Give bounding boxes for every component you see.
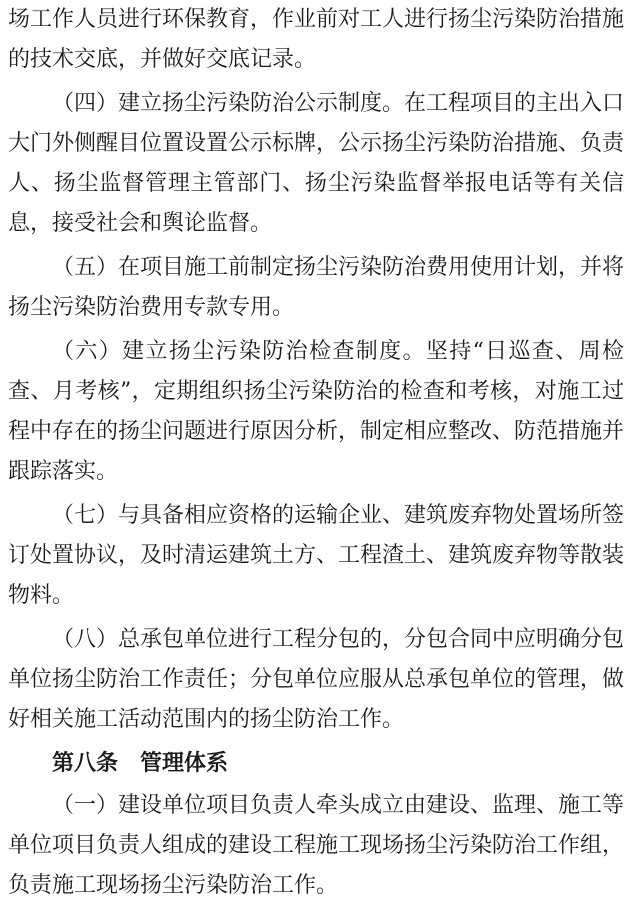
paragraph-item-4: （四）建立扬尘污染防治公示制度。在工程项目的主出入口大门外侧醒目位置设置公示标牌，公示扬尘污染防治措施、负责人、扬尘监督管理主管部门、扬尘污染监督举报电话等有关信息，接受社会和舆论监督。 bbox=[8, 91, 625, 236]
paragraph-continuation: 场工作人员进行环保教育，作业前对工人进行扬尘污染防治措施的技术交底，并做好交底记录。 bbox=[8, 7, 625, 72]
article-heading: 第八条 管理体系 bbox=[52, 751, 229, 776]
paragraph-article8-item-1: （一）建设单位项目负责人牵头成立由建设、监理、施工等单位项目负责人组成的建设工程施工现场扬尘污染防治工作组，负责施工现场扬尘污染防治工作。 bbox=[8, 793, 625, 898]
paragraph-item-5: （五）在项目施工前制定扬尘污染防治费用使用计划，并将扬尘污染防治费用专款专用。 bbox=[8, 255, 625, 320]
paragraph-item-6: （六）建立扬尘污染防治检查制度。坚持“日巡查、周检查、月考核”，定期组织扬尘污染防治的检查和考核，对施工过程中存在的扬尘问题进行原因分析，制定相应整改、防范措施并跟踪落实。 bbox=[8, 339, 625, 484]
paragraph-item-7: （七）与具备相应资格的运输企业、建筑废弃物处置场所签订处置协议，及时清运建筑土方、工程渣土、建筑废弃物等散装物料。 bbox=[8, 503, 625, 608]
paragraph-item-8: （八）总承包单位进行工程分包的，分包合同中应明确分包单位扬尘防治工作责任；分包单位应服从总承包单位的管理，做好相关施工活动范围内的扬尘防治工作。 bbox=[8, 627, 625, 732]
